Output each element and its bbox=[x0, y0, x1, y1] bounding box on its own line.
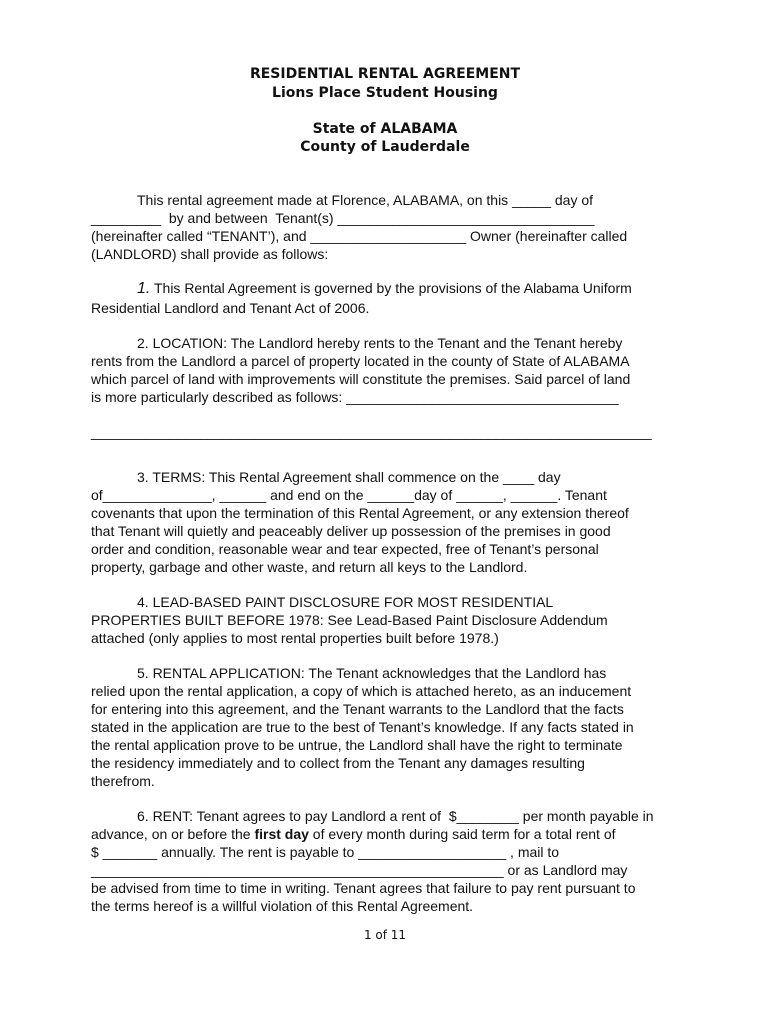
document-subtitle: Lions Place Student Housing bbox=[272, 85, 498, 101]
document-title: RESIDENTIAL RENTAL AGREEMENT bbox=[249, 66, 521, 82]
intro-line: This rental agreement made at Florence, ALABAMA, on this _____ day of bbox=[137, 192, 594, 208]
section6-line: be advised from time to time in writing. Tenant agrees that failure to pay rent pursuant to bbox=[91, 880, 636, 896]
intro-line: (hereinafter called “TENANT’), and ____________________ Owner (hereinafter called bbox=[91, 228, 628, 244]
section3-line: property, garbage and other waste, and return all keys to the Landlord. bbox=[91, 559, 528, 575]
section2-line: is more particularly described as follows: ___________________________________ bbox=[91, 389, 619, 405]
section5-line: relied upon the rental application, a copy of which is attached hereto, as an inducement bbox=[91, 683, 632, 699]
section2-line: ________________________________________________________________________ bbox=[91, 424, 652, 440]
intro-line: (LANDLORD) shall provide as follows: bbox=[91, 246, 329, 262]
section5-line: 5. RENTAL APPLICATION: The Tenant acknowledges that the Landlord has bbox=[137, 665, 607, 681]
section5-line: the rental application prove to be untrue, the Landlord shall have the right to terminate bbox=[91, 737, 623, 753]
section6-line: the terms hereof is a willful violation of this Rental Agreement. bbox=[91, 898, 474, 914]
section5-line: stated in the application are true to the best of Tenant’s knowledge. If any facts stated in bbox=[91, 719, 634, 735]
section1-line bbox=[137, 280, 632, 298]
section4-line: PROPERTIES BUILT BEFORE 1978: See Lead-Based Paint Disclosure Addendum bbox=[91, 612, 608, 628]
section6-text: advance, on or before the bbox=[91, 826, 255, 842]
section3-line: covenants that upon the termination of this Rental Agreement, or any extension thereof bbox=[91, 505, 629, 521]
state-line: State of ALABAMA bbox=[312, 121, 458, 137]
section4-line: 4. LEAD-BASED PAINT DISCLOSURE FOR MOST RESIDENTIAL bbox=[137, 594, 554, 610]
page-number: 1 of 11 bbox=[363, 928, 407, 942]
section6-line: $ _______ annually. The rent is payable to ___________________ , mail to bbox=[91, 844, 560, 860]
section6-line: 6. RENT: Tenant agrees to pay Landlord a rent of $________ per month payable in bbox=[137, 808, 654, 824]
section6-line bbox=[91, 826, 616, 842]
first-day-emphasis: first day bbox=[254, 826, 309, 842]
section6-line: _____________________________________________________ or as Landlord may bbox=[91, 862, 628, 878]
section2-line: which parcel of land with improvements will constitute the premises. Said parcel of land bbox=[91, 371, 631, 387]
section3-line: 3. TERMS: This Rental Agreement shall commence on the ____ day bbox=[137, 469, 561, 485]
section2-line: 2. LOCATION: The Landlord hereby rents to the Tenant and the Tenant hereby bbox=[137, 335, 623, 351]
section1-line: Residential Landlord and Tenant Act of 2006. bbox=[91, 300, 370, 316]
section2-line: rents from the Landlord a parcel of property located in the county of State of ALABAMA bbox=[91, 353, 630, 369]
section5-line: therefrom. bbox=[91, 773, 155, 789]
section5-line: for entering into this agreement, and the Tenant warrants to the Landlord that the facts bbox=[91, 701, 624, 717]
section5-line: the residency immediately and to collect from the Tenant any damages resulting bbox=[91, 755, 585, 771]
section3-line: order and condition, reasonable wear and tear expected, free of Tenant’s personal bbox=[91, 541, 599, 557]
section6-text: of every month during said term for a total rent of bbox=[308, 826, 616, 842]
section3-line: that Tenant will quietly and peaceably deliver up possession of the premises in good bbox=[91, 523, 611, 539]
intro-line: _________ by and between Tenant(s) _________________________________ bbox=[91, 210, 595, 226]
section1-number: 1. bbox=[137, 280, 151, 297]
section1-text: This Rental Agreement is governed by the provisions of the Alabama Uniform bbox=[150, 280, 632, 296]
section3-line: of______________, ______ and end on the ______day of ______, ______. Tenant bbox=[91, 487, 607, 503]
section4-line: attached (only applies to most rental properties built before 1978.) bbox=[91, 630, 499, 646]
county-line: County of Lauderdale bbox=[300, 139, 470, 155]
